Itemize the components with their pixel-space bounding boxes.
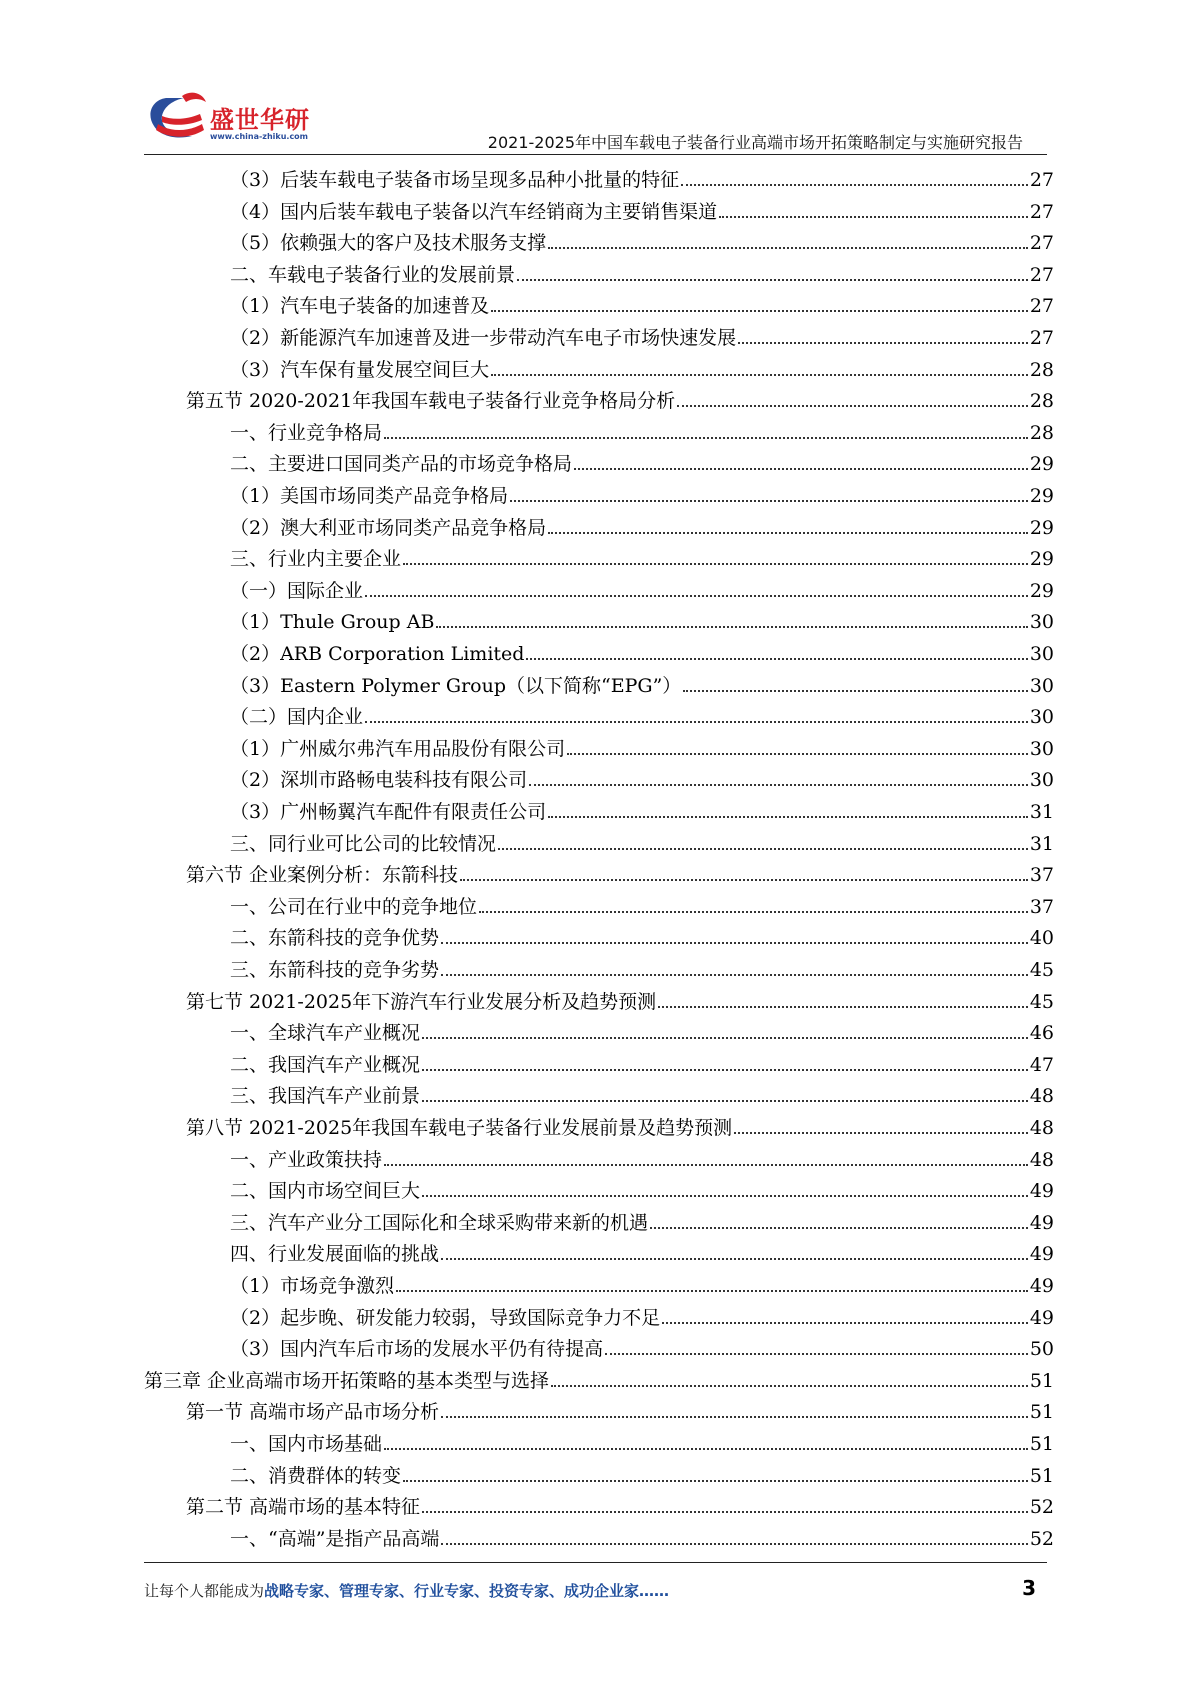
toc-entry-page: 52 [1029,1496,1054,1519]
toc-leader-dots [479,911,1028,913]
toc-entry-label: （二）国内企业 [230,706,364,729]
toc-leader-dots [422,1511,1028,1513]
toc-entry-page: 30 [1029,674,1054,697]
toc-entry-page: 30 [1029,643,1054,665]
toc-leader-dots [683,690,1028,692]
toc-entry-label: 二、主要进口国同类产品的市场竞争格局 [230,453,573,476]
toc-leader-dots [529,784,1028,786]
toc-entry-label: 三、同行业可比公司的比较情况 [230,832,497,855]
footer-divider [144,1562,1047,1563]
toc-entry-page: 27 [1029,263,1054,286]
toc-entry-page: 47 [1029,1053,1054,1076]
toc-entry-label: （1）广州威尔弗汽车用品股份有限公司 [230,737,566,760]
toc-entry-page: 40 [1029,927,1054,950]
toc-leader-dots [422,1037,1028,1039]
toc-entry[interactable] [230,1141,1054,1171]
toc-leader-dots [365,721,1028,723]
toc-leader-dots [460,879,1028,881]
toc-entry-page: 31 [1029,801,1054,823]
toc-entry[interactable] [230,698,1054,728]
toc-entry-page: 28 [1029,421,1054,444]
page-number: 3 [1022,1576,1036,1600]
toc-entry[interactable] [230,667,1054,697]
toc-entry[interactable] [186,1488,1054,1518]
toc-entry-page: 51 [1029,1464,1054,1487]
toc-entry[interactable] [230,1520,1054,1550]
toc-entry[interactable] [230,256,1054,286]
toc-entry-label: 二、车载电子装备行业的发展前景 [230,263,516,286]
toc-leader-dots [548,247,1028,249]
toc-entry-page: 48 [1029,1085,1054,1108]
toc-leader-dots [422,1195,1028,1197]
toc-entry-label: 第七节 2021-2025年下游汽车行业发展分析及趋势预测 [186,990,657,1013]
toc-entry-label: （3）Eastern Polymer Group（以下简称“EPG”） [230,674,682,697]
toc-entry-page: 51 [1029,1433,1054,1455]
toc-entry[interactable] [186,382,1054,412]
toc-entry-page: 28 [1029,390,1054,413]
toc-entry-label: 三、我国汽车产业前景 [230,1085,421,1108]
toc-entry[interactable] [230,1204,1054,1234]
toc-entry[interactable] [186,1109,1054,1139]
toc-leader-dots [441,1543,1027,1545]
toc-entry-label: （3）广州畅翼汽车配件有限责任公司 [230,801,547,823]
toc-entry-page: 46 [1029,1022,1054,1045]
toc-entry-page: 29 [1029,453,1054,476]
toc-entry-label: （2）深圳市路畅电装科技有限公司 [230,769,528,792]
toc-entry-page: 29 [1029,516,1054,539]
toc-entry-label: 第三章 企业高端市场开拓策略的基本类型与选择 [144,1369,550,1392]
toc-entry-label: （一）国际企业 [230,579,364,602]
toc-entry[interactable] [230,1014,1054,1044]
toc-leader-dots [365,595,1028,597]
toc-entry-page: 27 [1029,327,1054,349]
toc-entry[interactable] [230,193,1054,223]
toc-entry-page: 31 [1029,832,1054,855]
toc-entry-page: 49 [1029,1180,1054,1203]
toc-leader-dots [441,974,1028,976]
toc-leader-dots [403,1480,1028,1482]
toc-entry-page: 51 [1029,1401,1054,1424]
toc-leader-dots [548,816,1028,818]
toc-entry-label: 第五节 2020-2021年我国车载电子装备行业竞争格局分析 [186,390,676,413]
toc-entry-page: 37 [1029,864,1054,887]
toc-entry-label: （2）起步晚、研发能力较弱，导致国际竞争力不足 [230,1306,661,1329]
toc-entry-page: 29 [1029,579,1054,602]
toc-entry[interactable] [230,414,1054,444]
toc-entry-label: （5）依赖强大的客户及技术服务支撑 [230,232,547,255]
toc-entry-label: 第二节 高端市场的基本特征 [186,1496,421,1519]
toc-entry[interactable] [230,919,1054,949]
toc-entry-page: 51 [1029,1369,1054,1392]
toc-entry-page: 48 [1029,1148,1054,1171]
slogan-highlight: 战略专家、管理专家、行业专家、投资专家、成功企业家…… [264,1582,670,1600]
toc-leader-dots [551,1385,1028,1387]
toc-entry[interactable] [230,1046,1054,1076]
page-header [0,0,1191,150]
toc-leader-dots [677,405,1028,407]
toc-entry[interactable] [230,161,1054,191]
toc-entry[interactable] [144,1362,1054,1392]
toc-leader-dots [403,563,1028,565]
toc-leader-dots [517,279,1028,281]
toc-entry-label: 一、国内市场基础 [230,1433,383,1455]
toc-entry-label: （3）汽车保有量发展空间巨大 [230,358,490,381]
toc-entry-label: （2）新能源汽车加速普及进一步带动汽车电子市场快速发展 [230,327,737,349]
toc-entry[interactable] [230,445,1054,475]
toc-entry-page: 37 [1029,895,1054,918]
toc-leader-dots [384,1448,1028,1450]
toc-entry-page: 30 [1029,737,1054,760]
toc-entry[interactable] [186,983,1054,1013]
toc-entry-label: （1）美国市场同类产品竞争格局 [230,485,509,507]
toc-entry-page: 45 [1029,959,1054,981]
toc-entry-label: 二、国内市场空间巨大 [230,1180,421,1203]
toc-entry-page: 27 [1029,169,1054,191]
toc-entry-page: 27 [1029,295,1054,318]
toc-entry[interactable] [230,730,1054,760]
toc-entry[interactable] [230,224,1054,254]
toc-leader-dots [491,374,1028,376]
toc-entry-page: 49 [1029,1275,1054,1297]
toc-entry-label: （2）ARB Corporation Limited [230,643,525,665]
toc-entry-page: 30 [1029,611,1054,634]
toc-entry-label: 一、“高端”是指产品高端 [230,1527,440,1550]
toc-entry-label: （1）Thule Group AB [230,611,435,634]
toc-entry[interactable] [230,1077,1054,1107]
toc-entry-label: （1）市场竞争激烈 [230,1275,395,1297]
toc-entry[interactable] [230,509,1054,539]
toc-entry[interactable] [230,1425,1054,1455]
toc-entry-page: 45 [1029,990,1054,1013]
toc-leader-dots [384,1164,1028,1166]
toc-entry[interactable] [230,825,1054,855]
toc-entry[interactable] [230,1299,1054,1329]
toc-entry-label: （4）国内后装车载电子装备以汽车经销商为主要销售渠道 [230,200,718,223]
toc-entry[interactable] [230,1172,1054,1202]
toc-leader-dots [681,184,1028,186]
header-divider [144,154,1047,155]
toc-entry-page: 30 [1029,706,1054,729]
toc-leader-dots [548,532,1028,534]
toc-leader-dots [422,1069,1028,1071]
toc-entry-label: 三、汽车产业分工国际化和全球采购带来新的机遇 [230,1211,649,1234]
toc-leader-dots [510,500,1028,502]
toc-entry[interactable] [230,287,1054,317]
toc-leader-dots [436,626,1027,628]
toc-entry-page: 49 [1029,1306,1054,1329]
toc-entry[interactable] [230,1267,1054,1297]
toc-entry-page: 29 [1029,485,1054,507]
logo-text: 盛世华研 [210,106,310,134]
toc-entry[interactable] [230,572,1054,602]
report-title: 2021-2025年中国车载电子装备行业高端市场开拓策略制定与实施研究报告 [487,133,1023,152]
toc-entry[interactable] [230,793,1054,823]
toc-entry[interactable] [186,1393,1054,1423]
toc-entry-page: 49 [1029,1211,1054,1234]
toc-leader-dots [605,1353,1028,1355]
toc-entry[interactable] [230,603,1054,633]
toc-entry[interactable] [230,761,1054,791]
toc-entry-label: 二、我国汽车产业概况 [230,1053,421,1076]
toc-leader-dots [650,1227,1028,1229]
toc-entry-label: 第一节 高端市场产品市场分析 [186,1401,440,1424]
toc-entry-page: 30 [1029,769,1054,792]
toc-leader-dots [441,942,1028,944]
toc-entry-label: 二、消费群体的转变 [230,1464,402,1487]
toc-entry-label: 第六节 企业案例分析：东箭科技 [186,864,459,887]
toc-entry-label: 三、东箭科技的竞争劣势 [230,959,440,981]
toc-leader-dots [491,310,1028,312]
toc-leader-dots [441,1258,1028,1260]
toc-entry-label: 一、全球汽车产业概况 [230,1022,421,1045]
toc-entry[interactable] [230,1330,1054,1360]
toc-leader-dots [441,1416,1028,1418]
toc-entry[interactable] [230,1457,1054,1487]
toc-entry-page: 29 [1029,548,1054,571]
toc-leader-dots [662,1322,1028,1324]
toc-entry-label: 三、行业内主要企业 [230,548,402,571]
toc-entry-label: （3）后装车载电子装备市场呈现多品种小批量的特征 [230,169,680,191]
toc-entry-label: 二、东箭科技的竞争优势 [230,927,440,950]
toc-entry-label: 第八节 2021-2025年我国车载电子装备行业发展前景及趋势预测 [186,1117,733,1139]
toc-entry[interactable] [230,888,1054,918]
toc-entry-label: （1）汽车电子装备的加速普及 [230,295,490,318]
toc-entry-page: 52 [1029,1527,1054,1550]
toc-entry[interactable] [230,319,1054,349]
toc-entry-page: 27 [1029,232,1054,255]
toc-leader-dots [422,1100,1028,1102]
toc-leader-dots [567,753,1028,755]
toc-entry-label: （3）国内汽车后市场的发展水平仍有待提高 [230,1338,604,1361]
toc-leader-dots [498,848,1028,850]
toc-leader-dots [396,1290,1028,1292]
toc-leader-dots [734,1132,1028,1134]
toc-entry[interactable] [230,540,1054,570]
toc-entry-label: 一、产业政策扶持 [230,1148,383,1171]
toc-entry-label: （2）澳大利亚市场同类产品竞争格局 [230,516,547,539]
toc-leader-dots [658,1006,1028,1008]
toc-entry-label: 四、行业发展面临的挑战 [230,1243,440,1266]
toc-leader-dots [574,468,1028,470]
logo-url: www.china-zhiku.com [210,132,309,141]
footer-slogan [144,1580,669,1601]
toc-entry-page: 50 [1029,1338,1054,1361]
toc-entry-label: 一、行业竞争格局 [230,421,383,444]
toc-leader-dots [526,658,1027,660]
toc-entry-label: 一、公司在行业中的竞争地位 [230,895,478,918]
toc-entry-page: 28 [1029,358,1054,381]
toc-leader-dots [384,437,1028,439]
toc-entry[interactable] [230,635,1054,665]
toc-leader-dots [738,342,1028,344]
toc-entry-page: 49 [1029,1243,1054,1266]
toc-entry[interactable] [230,951,1054,981]
toc-entry[interactable] [230,477,1054,507]
toc-entry[interactable] [230,1235,1054,1265]
toc-entry[interactable] [186,856,1054,886]
toc-entry[interactable] [230,351,1054,381]
toc-entry-page: 27 [1029,200,1054,223]
slogan-lead: 让每个人都能成为 [144,1582,265,1600]
toc-entry-page: 48 [1029,1117,1054,1139]
toc-leader-dots [719,216,1028,218]
